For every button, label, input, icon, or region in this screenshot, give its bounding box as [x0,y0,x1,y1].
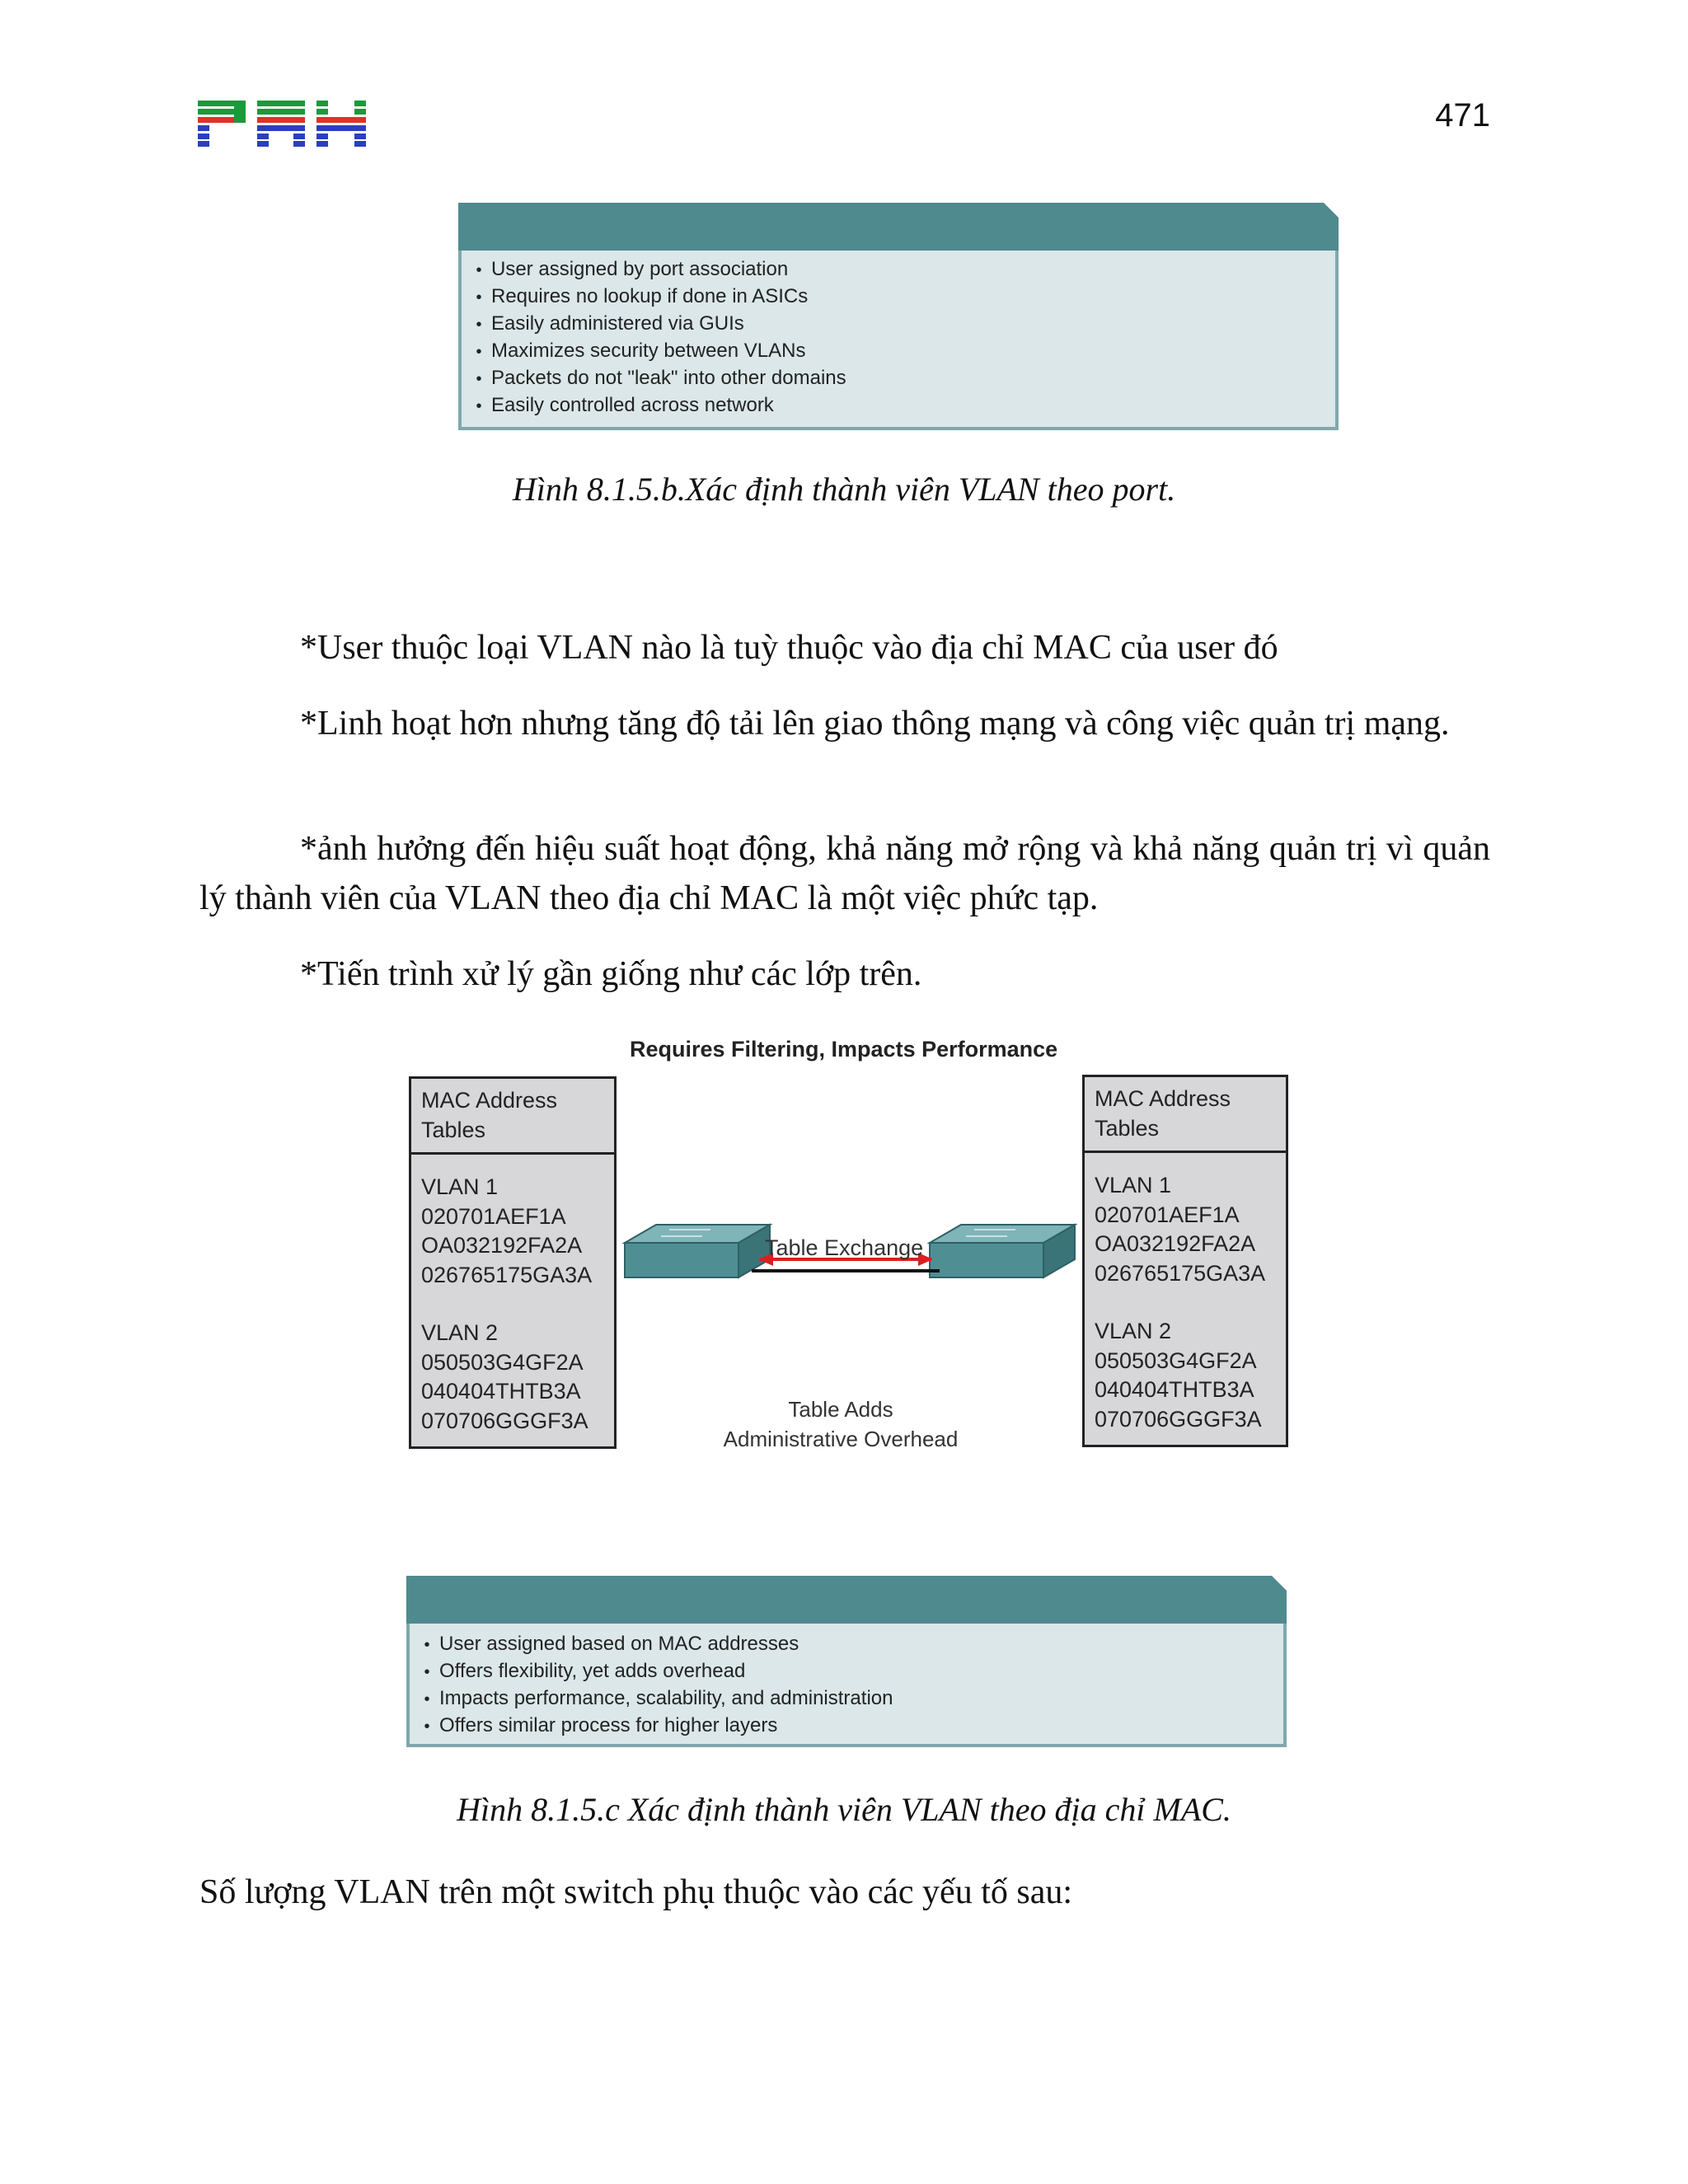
mac-table-right [1082,1075,1288,1447]
table-exchange-label: Table Exchange [765,1235,924,1260]
switch-right-icon [930,1225,1075,1277]
figure-c-caption: Hình 8.1.5.c Xác định thành viên VLAN theo địa chỉ MAC. [457,1791,1231,1828]
info-box-corner [1324,203,1339,218]
vlan-label: VLAN 1 [421,1174,499,1199]
table-header-line: Tables [421,1118,486,1142]
switch-left-icon [625,1225,770,1277]
mac-table-header [411,1079,614,1155]
table-header-line: Tables [1095,1116,1160,1141]
bullet-item: • Impacts performance, scalability, and administration [418,1685,893,1712]
bullet-item: • Easily controlled across network [470,391,846,419]
overhead-note [709,1394,973,1454]
mac-table-body [411,1155,614,1436]
mac-vlan-info-box [406,1576,1287,1747]
vlan-label: VLAN 1 [1095,1173,1172,1197]
mac-address: 070706GGGF3A [1095,1406,1262,1432]
bullet-item: • Maximizes security between VLANs [470,337,846,364]
mac-address: OA032192FA2A [1095,1231,1256,1256]
info-box-header-bar [458,203,1339,251]
bullet-item: • User assigned based on MAC addresses [418,1630,893,1657]
vlan-label: VLAN 2 [421,1320,499,1345]
bullet-item: • Easily administered via GUIs [470,310,846,337]
mac-address: OA032192FA2A [421,1233,583,1258]
page-number: 471 [1435,97,1490,134]
bullet-item: • Offers flexibility, yet adds overhead [418,1657,893,1685]
table-header-line: MAC Address [421,1088,558,1113]
port-vlan-bullet-list [470,255,846,419]
bullet-item: • Packets do not "leak" into other domains [470,364,846,391]
port-vlan-info-box [458,203,1339,430]
figure-b-caption: Hình 8.1.5.b.Xác định thành viên VLAN theo port. [512,471,1176,508]
mac-address: 050503G4GF2A [1095,1347,1257,1373]
mac-table-left [409,1076,617,1449]
closing-paragraph: Số lượng VLAN trên một switch phụ thuộc vào các yếu tố sau: [199,1873,1073,1911]
mac-address: 040404THTB3A [421,1379,581,1404]
paragraph-3: *ảnh hưởng đến hiệu suất hoạt động, khả năng mở rộng và khả năng quản trị vì quản lý thành viên của VLAN theo địa chỉ MAC là một việc phức tạp. [199,830,1490,917]
vlan-label: VLAN 2 [1095,1319,1172,1343]
mac-address: 026765175GA3A [1095,1260,1266,1286]
overhead-note-line: Administrative Overhead [723,1427,959,1451]
mac-address: 020701AEF1A [421,1203,566,1229]
mac-table-body [1085,1153,1286,1434]
bullet-item: • Offers similar process for higher layers [418,1712,893,1739]
paragraph-4: *Tiến trình xử lý gần giống như các lớp trên. [300,955,922,993]
switch-link-diagram [620,1218,1081,1309]
mac-address: 040404THTB3A [1095,1377,1254,1402]
paragraph-1: *User thuộc loại VLAN nào là tuỳ thuộc vào địa chỉ MAC của user đó [300,629,1278,667]
info-box-corner [1272,1576,1287,1591]
mac-table-header [1085,1077,1286,1153]
mac-vlan-bullet-list [418,1630,893,1739]
mac-address: 020701AEF1A [1095,1202,1240,1227]
bullet-item: • Requires no lookup if done in ASICs [470,283,846,310]
bullet-item: • User assigned by port association [470,255,846,283]
overhead-note-line: Table Adds [788,1397,893,1422]
diagram-title: Requires Filtering, Impacts Performance [630,1037,1058,1062]
mac-address: 026765175GA3A [421,1262,593,1287]
pnh-logo [198,101,367,147]
table-header-line: MAC Address [1095,1086,1231,1111]
paragraph-2: *Linh hoạt hơn nhưng tăng độ tải lên giao thông mạng và công việc quản trị mạng. [300,705,1450,743]
mac-address: 050503G4GF2A [421,1349,584,1375]
info-box-header-bar [406,1576,1287,1624]
mac-address: 070706GGGF3A [421,1408,588,1433]
